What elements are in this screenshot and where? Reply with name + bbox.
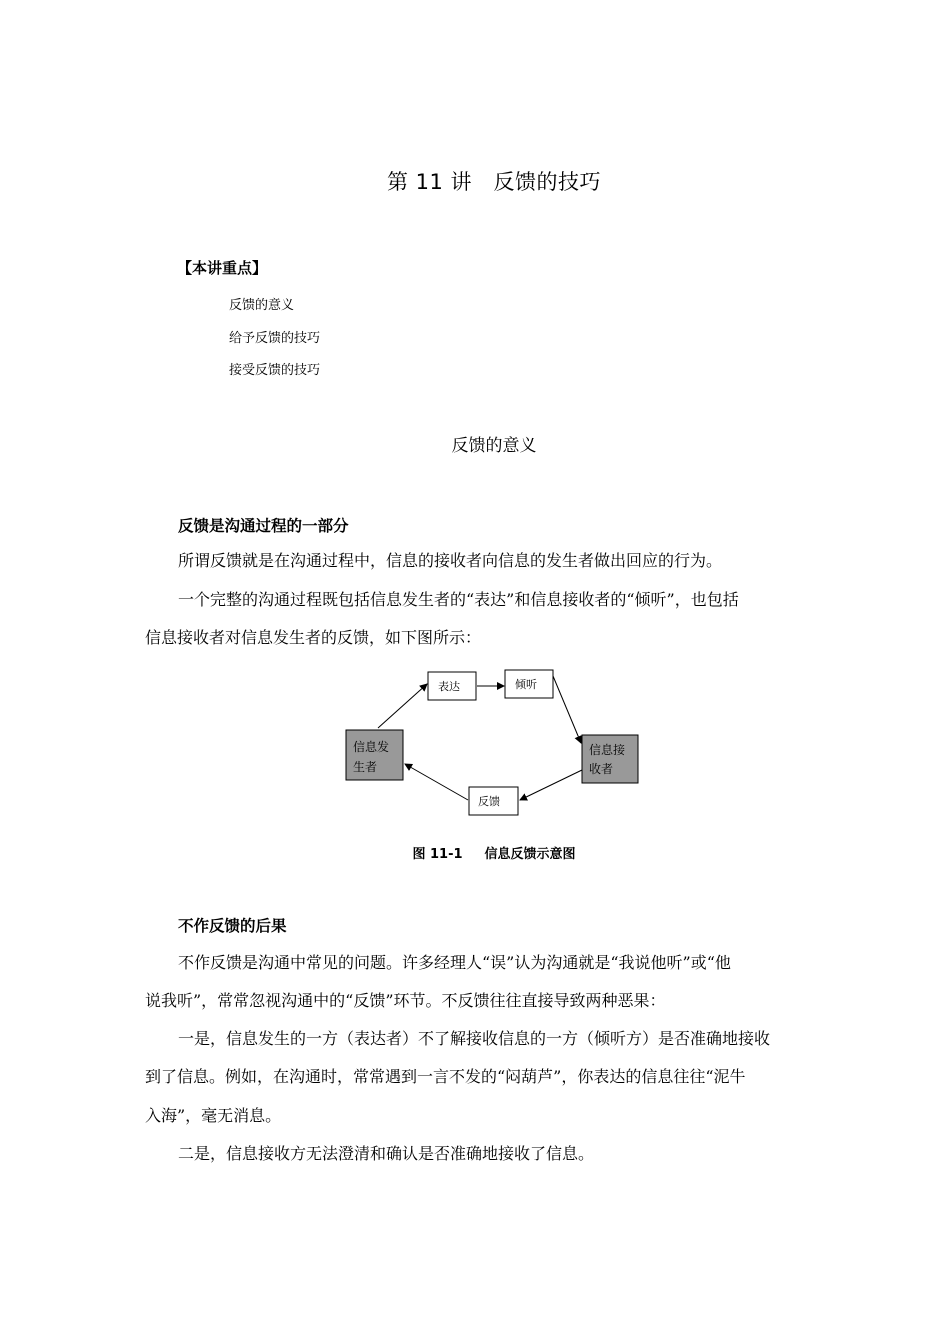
paragraph-line: 一个完整的沟通过程既包括信息发生者的“表达”和信息接收者的“倾听”，也包括 [178, 590, 739, 609]
key-point-item: 反馈的意义 [229, 298, 295, 313]
sender-label-line2: 生者 [353, 760, 378, 774]
feedback-label: 反馈 [478, 795, 500, 808]
paragraph: 二是，信息接收方无法澄清和确认是否准确地接收了信息。 [178, 1144, 595, 1163]
paragraph-line: 入海”，毫无消息。 [145, 1106, 282, 1125]
listen-label: 倾听 [515, 678, 537, 691]
subsection-heading: 反馈是沟通过程的一部分 [178, 517, 349, 535]
section-heading: 反馈的意义 [451, 436, 537, 456]
receiver-label-line2: 收者 [589, 762, 614, 776]
key-point-item: 给予反馈的技巧 [229, 331, 321, 346]
paragraph-line: 到了信息。例如，在沟通时，常常遇到一言不发的“闷葫芦”，你表达的信息往往“泥牛 [145, 1067, 746, 1086]
subsection-heading: 不作反馈的后果 [178, 917, 287, 935]
arrow-sender-to-express [378, 684, 427, 728]
key-points-heading: 【本讲重点】 [177, 259, 268, 277]
arrow-receiver-to-feedback [520, 770, 582, 800]
key-point-item: 接受反馈的技巧 [229, 363, 321, 378]
figure-caption-text: 信息反馈示意图 [484, 847, 576, 862]
paragraph-line: 一是，信息发生的一方（表达者）不了解接收信息的一方（倾听方）是否准确地接收 [178, 1029, 771, 1048]
arrow-feedback-to-sender [405, 764, 468, 800]
page-title: 第 11 讲 反馈的技巧 [386, 170, 602, 194]
arrow-listen-to-receiver [553, 676, 581, 743]
paragraph-line: 不作反馈是沟通中常见的问题。许多经理人“误”认为沟通就是“我说他听”或“他 [178, 953, 731, 972]
figure-caption [0, 843, 950, 862]
paragraph: 所谓反馈就是在沟通过程中，信息的接收者向信息的发生者做出回应的行为。 [178, 551, 723, 570]
receiver-label-line1: 信息接 [589, 743, 626, 757]
feedback-cycle-diagram [330, 660, 650, 830]
paragraph-line: 说我听”，常常忽视沟通中的“反馈”环节。不反馈往往直接导致两种恶果： [145, 991, 666, 1010]
express-label: 表达 [438, 680, 460, 693]
figure-number: 图 11-1 [412, 847, 463, 862]
sender-label-line1: 信息发 [353, 740, 390, 754]
paragraph-line: 信息接收者对信息发生者的反馈，如下图所示： [145, 628, 482, 647]
